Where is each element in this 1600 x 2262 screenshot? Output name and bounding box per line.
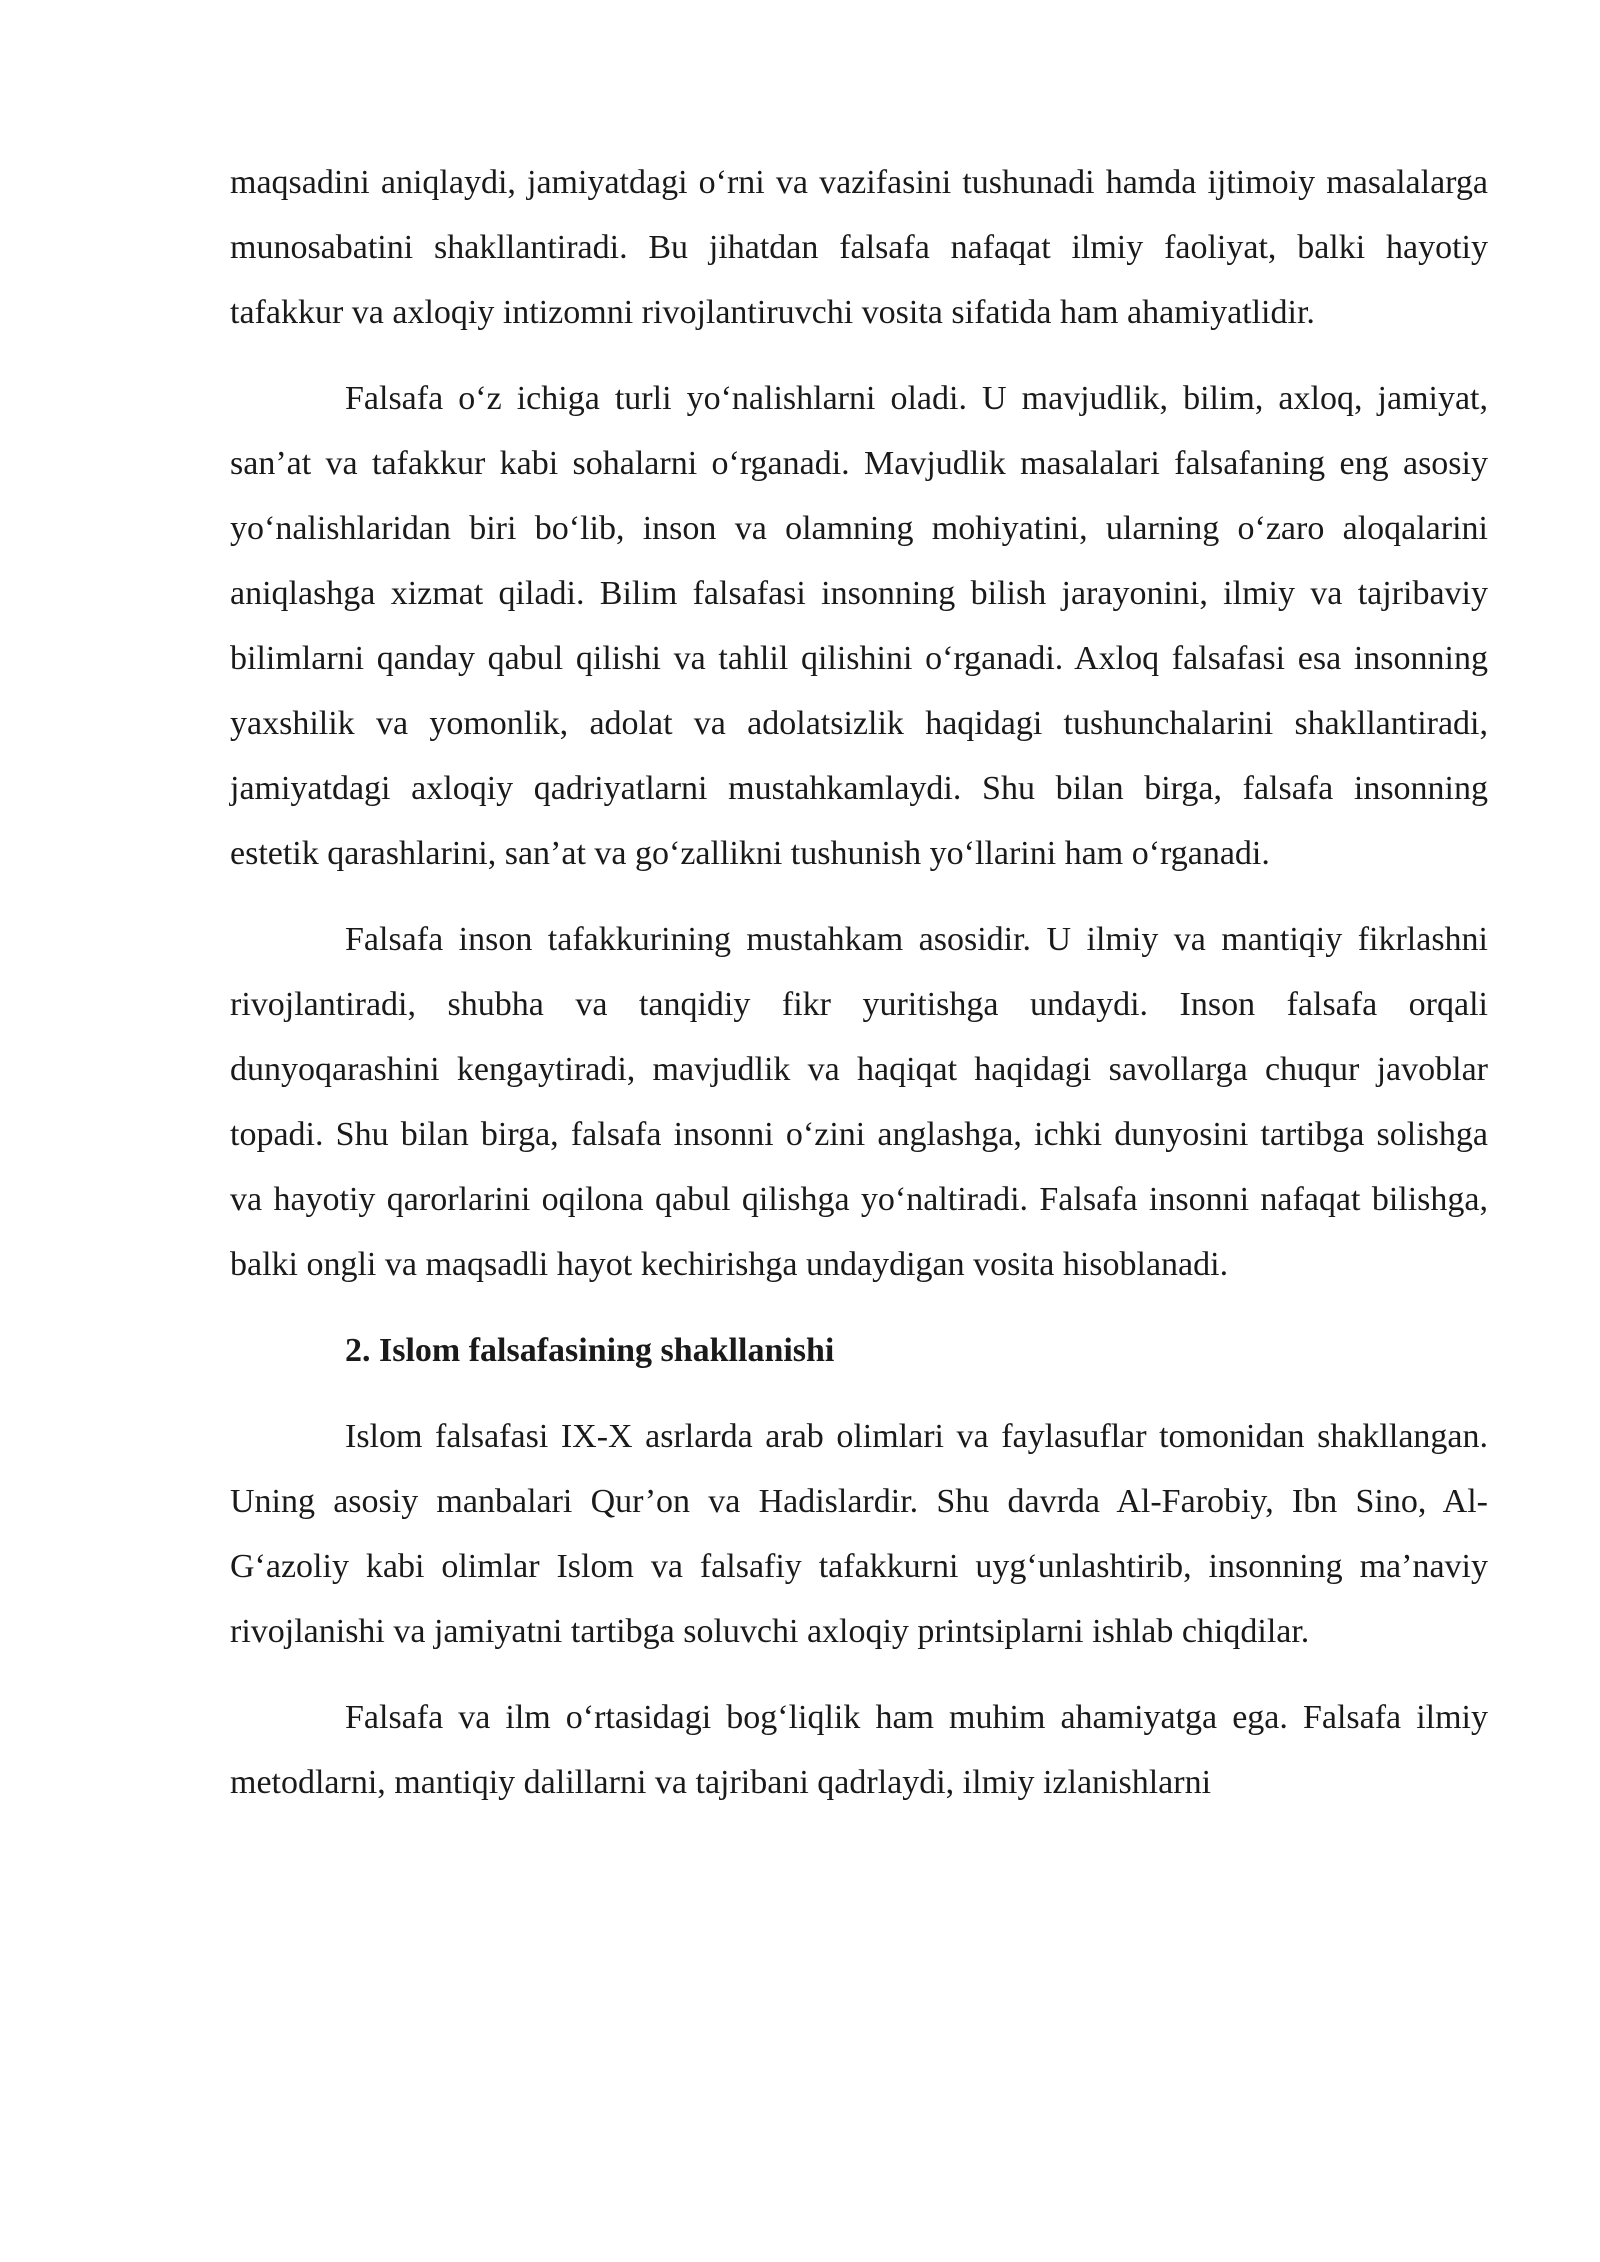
section-heading: 2. Islom falsafasining shakllanishi — [345, 1332, 835, 1369]
paragraph-branches: Falsafa o‘z ichiga turli yo‘nalishlarni oladi. U mavjudlik, bilim, axloq, jamiyat, san’at va tafakkur kabi sohalarni o‘rganadi. Mavjudlik masalalari falsafaning eng asosiy yo‘nalishlaridan biri bo‘lib, inson va olamning mohiyatini, ularning o‘zaro aloqalarini aniqlashga xizmat qiladi. Bilim falsafasi insonning bilish jarayonini, ilmiy va tajribaviy bilimlarni qanday qabul qilishi va tahlil qilishini o‘rganadi. Axloq falsafasi esa insonning yaxshilik va yomonlik, adolat va adolatsizlik haqidagi tushunchalarini shakllantiradi, jamiyatdagi axloqiy qadriyatlarni mustahkamlaydi. Shu bilan birga, falsafa insonning estetik qarashlarini, san’at va go‘zallikni tushunish yo‘llarini ham o‘rganadi. — [230, 380, 1488, 872]
paragraph-science-link: Falsafa va ilm o‘rtasidagi bog‘liqlik ham muhim ahamiyatga ega. Falsafa ilmiy metodlarni, mantiqiy dalillarni va tajribani qadrlaydi, ilmiy izlanishlarni — [230, 1699, 1488, 1801]
paragraph-islamic-philosophy: Islom falsafasi IX-X asrlarda arab olimlari va faylasuflar tomonidan shakllangan. Uning asosiy manbalari Qur’on va Hadislardir. Shu davrda Al-Farobiy, Ibn Sino, Al-G‘azoliy kabi olimlar Islom va falsafiy tafakkurni uyg‘unlashtirib, insonning ma’naviy rivojlanishi va jamiyatni tartibga soluvchi axloqiy printsiplarni ishlab chiqdilar. — [230, 1418, 1488, 1650]
paragraph-continuation: maqsadini aniqlaydi, jamiyatdagi o‘rni va vazifasini tushunadi hamda ijtimoiy masalalarga munosabatini shakllantiradi. Bu jihatdan falsafa nafaqat ilmiy faoliyat, balki hayotiy tafakkur va axloqiy intizomni rivojlantiruvchi vosita sifatida ham ahamiyatlidir. — [230, 164, 1488, 331]
document-page — [230, 150, 1488, 1836]
paragraph-thinking: Falsafa inson tafakkurining mustahkam asosidir. U ilmiy va mantiqiy fikrlashni rivojlantiradi, shubha va tanqidiy fikr yuritishga undaydi. Inson falsafa orqali dunyoqarashini kengaytiradi, mavjudlik va haqiqat haqidagi savollarga chuqur javoblar topadi. Shu bilan birga, falsafa insonni o‘zini anglashga, ichki dunyosini tartibga solishga va hayotiy qarorlarini oqilona qabul qilishga yo‘naltiradi. Falsafa insonni nafaqat bilishga, balki ongli va maqsadli hayot kechirishga undaydigan vosita hisoblanadi. — [230, 921, 1488, 1283]
